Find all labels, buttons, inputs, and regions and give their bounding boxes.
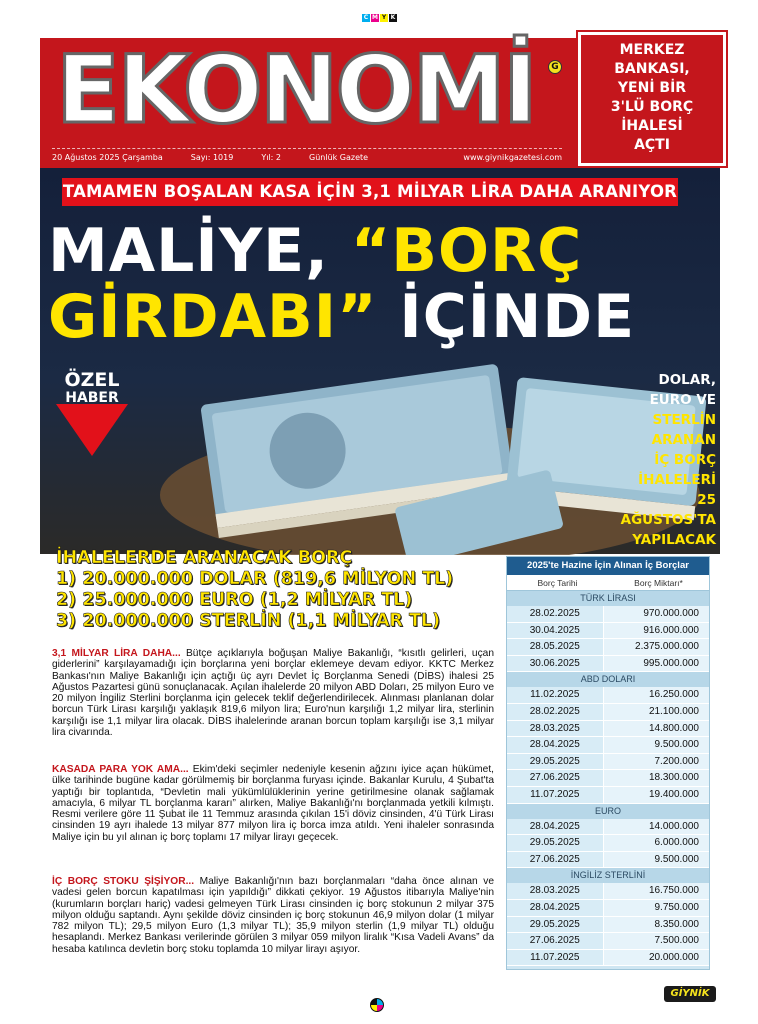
- row-amount: 7.200.000: [603, 754, 710, 770]
- table-row: [507, 787, 709, 804]
- issue-year: Yıl: 2: [261, 153, 281, 162]
- exclusive-label: ÖZEL: [64, 369, 120, 391]
- row-amount: 916.000.000: [603, 623, 710, 639]
- registration-mark-icon: [370, 998, 384, 1012]
- kicker-banner: TAMAMEN BOŞALAN KASA İÇİN 3,1 MİLYAR LİRA DAHA ARANIYOR: [62, 178, 678, 206]
- section-turkish-lira: TÜRK LİRASI: [507, 591, 709, 606]
- side-headline-line: İHALESİ: [621, 118, 683, 134]
- footer-logo: GİYNİK: [664, 986, 716, 1002]
- side-headline-line: 3'LÜ BORÇ: [610, 99, 694, 115]
- publication-frequency: Günlük Gazete: [309, 153, 369, 162]
- side-headline-line: YENİ BİR: [617, 80, 687, 96]
- row-amount: 9.750.000: [603, 900, 710, 916]
- table-row: [507, 606, 709, 623]
- row-date: 29.05.2025: [507, 835, 603, 851]
- website-link[interactable]: www.giynikgazetesi.com: [463, 153, 562, 162]
- row-amount: 16.750.000: [603, 883, 710, 899]
- row-amount: 7.500.000: [603, 933, 710, 949]
- row-amount: 2.375.000.000: [603, 639, 710, 655]
- domestic-borrowing-table: [506, 556, 710, 970]
- black-swatch: K: [390, 14, 396, 21]
- table-row: [507, 950, 709, 967]
- article-paragraph: [52, 876, 494, 955]
- row-amount: 970.000.000: [603, 606, 710, 622]
- table-row: [507, 900, 709, 917]
- table-row: [507, 917, 709, 934]
- auction-list: [56, 548, 496, 632]
- row-date: 28.04.2025: [507, 819, 603, 835]
- headline-part: İÇİNDE: [377, 282, 636, 352]
- row-amount: 8.350.000: [603, 917, 710, 933]
- table-row: [507, 819, 709, 836]
- row-amount: 995.000.000: [603, 656, 710, 672]
- row-amount: 21.100.000: [603, 704, 710, 720]
- row-date: 30.04.2025: [507, 623, 603, 639]
- masthead-infobar: [52, 148, 562, 162]
- table-row: [507, 704, 709, 721]
- side-headline-line: BANKASI,: [614, 61, 690, 77]
- auction-note-line: 25 AĞUSTOS'TA: [620, 492, 716, 528]
- auction-note-line: YAPILACAK: [632, 532, 716, 548]
- issue-date: 20 Ağustos 2025 Çarşamba: [52, 153, 163, 162]
- auction-note-line: İHALELERİ: [638, 472, 716, 488]
- paragraph-text: Bütçe açıklarıyla boğuşan Maliye Bakanlığı, “kısıtlı gelirleri, uçan giderlerini” karşılayamadığı için borçlarına yeni borçlar eklemeye devam ediyor. KKTC Merkez Bankası'nın Maliye Bakanlığı için açtığı üç ayrı Devlet İç Borçlanma Senedi (DİBS) ihalesi 25 Ağustos Pazartesi günü sonuçlanacak. Açılan ihalelerde 20 milyon ABD Doları, 25 milyon Euro ve 20 milyon İngiliz Sterlini borçlanma için gelecek teklif değerlendirilecek. Alınması planlanan dolar borcun Türk Lirası karşılığı yaklaşık 819,6 milyon lira; Euro'nun karşılığı 1,2 milyar lira, sterlinin karşılığı ise 1,1 milyar lira olacak. DİBS ihalelerinde aranan borcun toplam karşılığı ise 3,1 milyar lira civarında.: [52, 648, 494, 739]
- row-date: 30.06.2025: [507, 656, 603, 672]
- auction-note-line: DOLAR,: [658, 372, 716, 388]
- column-header-date: Borç Tarihi: [537, 578, 578, 588]
- headline-part-highlight: “BORÇ: [350, 216, 583, 286]
- row-date: 28.02.2025: [507, 704, 603, 720]
- news-label: HABER: [65, 390, 119, 406]
- headline-part-highlight: GİRDABI”: [48, 282, 378, 352]
- table-row: [507, 933, 709, 950]
- table-row: [507, 852, 709, 869]
- section-euro: EURO: [507, 804, 709, 819]
- table-header: [507, 575, 709, 591]
- auction-list-item: 3) 20.000.000 STERLİN (1,1 MİLYAR TL): [56, 611, 441, 631]
- row-amount: 18.300.000: [603, 770, 710, 786]
- table-row: [507, 623, 709, 640]
- row-date: 11.07.2025: [507, 950, 603, 966]
- row-amount: 19.400.000: [603, 787, 710, 803]
- row-date: 28.02.2025: [507, 606, 603, 622]
- table-row: [507, 754, 709, 771]
- row-date: 28.04.2025: [507, 900, 603, 916]
- row-date: 29.05.2025: [507, 754, 603, 770]
- row-date: 27.06.2025: [507, 852, 603, 868]
- side-headline-line: MERKEZ: [619, 42, 685, 58]
- paragraph-text: Maliye Bakanlığı'nın bazı borçlanmaları “daha önce alınan ve vadesi gelen borcun kapatılması için yapıldığı” dikkati çekiyor. 19 Ağustos itibarıyla Maliye'nin (kurumların borçları hariç) vadesi gelmeyen Türk Lirası cinsinden iç borç stokunun 2 milyar 375 milyon olduğu saptandı. Aynı şekilde döviz cinsinden iç borç stokunun 46,9 milyon dolar (1 milyar 782 milyon TL); 29,5 milyon Euro (1,3 milyar TL); 35,9 milyon sterlin (1,9 milyar TL) olduğu hesaplandı. Merkez Bankası verilerinde görülen 3 milyar 059 milyon liralık “Kısa Vadeli Avans” da hesaba katılınca devletin borç stoku toplamda 10 milyar lirayı aşıyor.: [52, 876, 494, 955]
- auction-note-line: EURO VE: [649, 392, 716, 408]
- auction-list-title: İHALELERDE ARANACAK BORÇ: [56, 548, 353, 568]
- paragraph-text: Ekim'deki seçimler nedeniyle kesenin ağzını iyice açan hükümet, ülke tarihinde bugüne kadar görülmemiş bir borçlanma furyası içinde. Bakanlar Kurulu, 4 Şubat'ta yaptığı bir toplantıda, “Devletin mali yükümlülüklerinin yerine getirilmesine olanak sağlamak amacıyla, 6 milyar TL borçlanma kararı” alırken, Maliye Bakanlığı'nı borçlanmada yetkili kılmıştı. Resmi verilere göre 11 Şubat ile 11 Temmuz arasında çıkılan 15'i döviz cinsinden, 4'ü Türk Lirası cinsinden 19 ayrı ihalede 13 milyar 877 milyon lira iç borca imza atıldı. Yeni ihaleler sonrasında Maliye için bu yıl alınan iç borç toplamı 17 milyar lirayı geçecek.: [52, 764, 494, 843]
- newspaper-logo: EKONOMİ: [56, 36, 535, 145]
- row-amount: 6.000.000: [603, 835, 710, 851]
- row-date: 28.03.2025: [507, 883, 603, 899]
- auction-note-line: STERLİN: [652, 412, 716, 428]
- side-headline-box: [578, 32, 726, 166]
- table-row: [507, 835, 709, 852]
- table-row: [507, 687, 709, 704]
- column-header-amount: Borç Miktarı*: [634, 578, 683, 588]
- table-title: 2025'te Hazine İçin Alınan İç Borçlar: [507, 557, 709, 575]
- table-row: [507, 883, 709, 900]
- auction-list-item: 1) 20.000.000 DOLAR (819,6 MİLYON TL): [56, 569, 454, 589]
- section-british-pound: İNGİLİZ STERLİNİ: [507, 868, 709, 883]
- main-headline: [48, 218, 718, 350]
- paragraph-lead: İÇ BORÇ STOKU ŞİŞİYOR...: [52, 876, 195, 887]
- table-row: [507, 770, 709, 787]
- red-triangle-icon: [56, 404, 128, 456]
- row-date: 28.05.2025: [507, 639, 603, 655]
- table-row: [507, 737, 709, 754]
- side-headline-line: AÇTI: [634, 137, 670, 153]
- row-amount: 20.000.000: [603, 950, 710, 966]
- issue-number: Sayı: 1019: [190, 153, 234, 162]
- row-date: 28.04.2025: [507, 737, 603, 753]
- row-date: 28.03.2025: [507, 721, 603, 737]
- section-us-dollar: ABD DOLARI: [507, 672, 709, 687]
- paragraph-lead: KASADA PARA YOK AMA...: [52, 764, 189, 775]
- row-date: 27.06.2025: [507, 770, 603, 786]
- article-paragraph: [52, 648, 494, 738]
- exclusive-news-badge: [56, 370, 128, 460]
- paragraph-lead: 3,1 MİLYAR LİRA DAHA...: [52, 648, 181, 659]
- headline-part: MALİYE,: [48, 216, 351, 286]
- auction-note-line: İÇ BORÇ: [654, 452, 716, 468]
- auction-note: [600, 370, 716, 550]
- row-date: 27.06.2025: [507, 933, 603, 949]
- color-registration-strip: [362, 14, 397, 22]
- row-amount: 14.000.000: [603, 819, 710, 835]
- row-amount: 9.500.000: [603, 737, 710, 753]
- yellow-swatch: Y: [381, 14, 387, 21]
- row-amount: 16.250.000: [603, 687, 710, 703]
- cyan-swatch: C: [363, 14, 369, 21]
- table-row: [507, 656, 709, 673]
- logo-mark-icon: G: [548, 60, 562, 74]
- row-date: 29.05.2025: [507, 917, 603, 933]
- row-date: 11.02.2025: [507, 687, 603, 703]
- auction-list-item: 2) 25.000.000 EURO (1,2 MİLYAR TL): [56, 590, 413, 610]
- table-row: [507, 721, 709, 738]
- table-row: [507, 639, 709, 656]
- magenta-swatch: M: [372, 14, 378, 21]
- row-amount: 9.500.000: [603, 852, 710, 868]
- auction-note-line: ARANAN: [651, 432, 716, 448]
- row-amount: 14.800.000: [603, 721, 710, 737]
- article-paragraph: [52, 764, 494, 843]
- row-date: 11.07.2025: [507, 787, 603, 803]
